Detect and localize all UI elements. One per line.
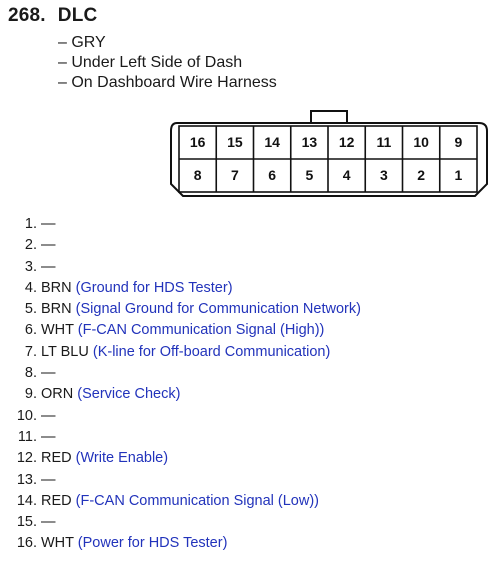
wire-color: —: [41, 514, 56, 531]
pin-info: [41, 214, 56, 235]
pin-number: 2.: [24, 237, 37, 254]
pin-info: [41, 448, 168, 469]
pin-row: [0, 278, 502, 299]
pin-number: 1.: [24, 216, 37, 232]
wire-color: —: [41, 428, 56, 445]
wire-color: —: [41, 216, 56, 232]
connector-number: 268.: [8, 5, 46, 26]
pin-info: [41, 299, 361, 320]
pin-number: 15.: [16, 514, 37, 531]
pin-cell-10: 10: [413, 134, 429, 150]
wire-color: —: [41, 258, 56, 275]
pin-cell-15: 15: [227, 134, 243, 150]
pin-cell-9: 9: [454, 134, 463, 150]
pin-function: (F-CAN Communication Signal (Low)): [75, 492, 319, 509]
wire-color: LT BLU: [41, 343, 89, 360]
dlc-connector-diagram: [167, 108, 489, 198]
wire-color: WHT: [41, 535, 74, 552]
wire-color: —: [41, 471, 56, 488]
pin-row: [0, 342, 502, 363]
pin-row: [0, 257, 502, 278]
pin-function: (Ground for HDS Tester): [75, 279, 233, 296]
pin-cell-3: 3: [379, 167, 388, 183]
pin-cell-7: 7: [230, 167, 239, 183]
pin-info: [41, 363, 56, 384]
note-location: – Under Left Side of Dash: [58, 54, 243, 71]
pin-row: [0, 235, 502, 256]
pin-number: 8.: [24, 365, 37, 382]
pin-number: 16.: [16, 535, 37, 552]
pin-info: [41, 491, 319, 512]
note-harness: – On Dashboard Wire Harness: [58, 74, 277, 91]
pin-row: [0, 384, 502, 405]
wire-color: BRN: [41, 279, 72, 296]
pin-function: (Service Check): [77, 386, 181, 403]
note-color: – GRY: [58, 34, 106, 51]
pin-row: [0, 448, 502, 469]
pin-info: [41, 384, 180, 405]
pin-row: [0, 427, 502, 448]
pin-info: [41, 235, 56, 256]
pin-info: [41, 257, 56, 278]
pin-row: [0, 214, 502, 235]
pin-info: [41, 406, 56, 427]
pin-cell-12: 12: [338, 134, 355, 150]
pin-cell-5: 5: [305, 167, 314, 183]
pin-row: [0, 512, 502, 533]
pin-row: [0, 406, 502, 427]
pin-cell-14: 14: [264, 134, 280, 150]
pin-cell-2: 2: [417, 167, 426, 183]
pin-number: 14.: [16, 492, 37, 509]
connector-name: DLC: [57, 5, 98, 26]
wire-color: —: [41, 365, 56, 382]
pin-info: [41, 278, 233, 299]
pin-function: (K-line for Off-board Communication): [92, 343, 331, 360]
pin-function: (Signal Ground for Communication Network): [75, 301, 361, 318]
wire-color: BRN: [41, 301, 72, 318]
wire-color: —: [41, 237, 56, 254]
pin-number: 5.: [24, 301, 37, 318]
pin-function: (Power for HDS Tester): [77, 535, 228, 552]
pin-info: [41, 470, 56, 491]
pin-cell-1: 1: [454, 167, 463, 183]
pin-number: 4.: [24, 279, 37, 296]
pin-row: [0, 363, 502, 384]
wire-color: RED: [41, 450, 72, 467]
pin-number: 10.: [16, 407, 37, 424]
connector-notes: [58, 33, 277, 93]
connector-title: [8, 5, 97, 27]
pin-row: [0, 533, 502, 554]
pin-row: [0, 299, 502, 320]
pin-number: 12.: [16, 450, 37, 467]
pin-number: 11.: [17, 428, 37, 445]
pin-info: [41, 512, 56, 533]
pin-cell-4: 4: [342, 167, 351, 183]
pin-row: [0, 491, 502, 512]
pin-info: [41, 320, 324, 341]
wire-color: WHT: [41, 322, 74, 339]
pin-row: [0, 470, 502, 491]
pin-number: 13.: [16, 471, 37, 488]
pin-cell-11: 11: [376, 134, 392, 150]
pin-function: (Write Enable): [75, 450, 169, 467]
pin-number: 7.: [24, 343, 37, 360]
wire-color: —: [41, 407, 56, 424]
pin-info: [41, 342, 330, 363]
wire-color: RED: [41, 492, 72, 509]
pin-row: [0, 320, 502, 341]
pin-cell-13: 13: [301, 134, 318, 150]
pin-number: 6.: [24, 322, 37, 339]
pin-function: (F-CAN Communication Signal (High)): [77, 322, 325, 339]
pin-number: 3.: [24, 258, 37, 275]
pin-cell-8: 8: [193, 167, 202, 183]
pin-info: [41, 533, 227, 554]
pin-cell-16: 16: [189, 134, 206, 150]
pin-info: [41, 427, 56, 448]
wire-color: ORN: [41, 386, 74, 403]
pin-list: [0, 214, 502, 555]
pin-cell-6: 6: [268, 167, 277, 183]
pin-number: 9.: [24, 386, 37, 403]
